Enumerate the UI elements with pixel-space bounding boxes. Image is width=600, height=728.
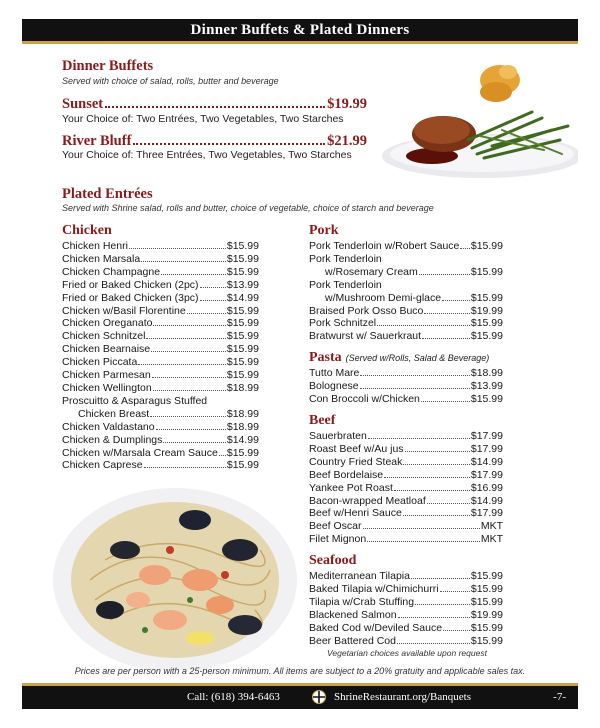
menu-item-price: $15.99 <box>470 570 503 582</box>
menu-item-price: $14.99 <box>470 494 503 507</box>
menu-item <box>309 367 503 380</box>
menu-item <box>309 622 503 635</box>
menu-item <box>309 330 503 343</box>
leader-dots <box>422 338 470 339</box>
menu-item-price: $18.99 <box>226 420 259 433</box>
menu-item <box>309 609 503 622</box>
menu-item-price: $15.99 <box>226 240 259 252</box>
leader-dots <box>415 604 470 605</box>
leader-dots <box>138 364 226 365</box>
menu-item-price: $15.99 <box>226 330 259 343</box>
leader-dots <box>368 438 470 439</box>
menu-item-name: w/Mushroom Demi-glace <box>325 291 442 304</box>
menu-item-price: $13.99 <box>226 278 259 291</box>
menu-item <box>309 570 503 583</box>
beef-section <box>309 413 503 546</box>
menu-item-name: Chicken Schnitzel <box>62 330 146 343</box>
menu-item <box>309 507 503 520</box>
menu-item-price: $15.99 <box>226 265 259 278</box>
menu-item-name: Bacon-wrapped Meatloaf <box>309 494 426 507</box>
menu-item-name: Pork Tenderloin <box>309 252 382 265</box>
menu-item-price: $15.99 <box>226 252 259 265</box>
pasta-title: Pasta <box>309 350 342 365</box>
pork-section <box>309 223 503 343</box>
menu-item-name: Chicken Marsala <box>62 252 141 265</box>
menu-item-price: $14.99 <box>470 455 503 468</box>
menu-item <box>309 443 503 456</box>
menu-item <box>309 482 503 495</box>
menu-item-name: Chicken Breast <box>78 407 150 420</box>
buffets-subtitle: Served with choice of salad, rolls, butter and beverage <box>62 76 279 86</box>
leader-dots <box>424 313 469 314</box>
leader-dots <box>219 455 226 456</box>
seafood-pasta-photo <box>50 480 300 670</box>
menu-item-price: $18.99 <box>226 407 259 420</box>
leader-dots <box>403 515 470 516</box>
menu-item-name: Beer Battered Cod <box>309 634 396 647</box>
menu-item-price: $14.99 <box>226 291 259 304</box>
menu-item <box>62 369 259 382</box>
menu-item-name: Chicken Henri <box>62 240 128 252</box>
buffet-price: $21.99 <box>327 133 367 149</box>
menu-item <box>62 408 259 421</box>
menu-item <box>62 395 259 408</box>
pasta-note: (Served w/Rolls, Salad & Beverage) <box>345 353 490 363</box>
menu-item-name: Bratwurst w/ Sauerkraut <box>309 330 422 343</box>
menu-item-price: $17.99 <box>470 468 503 481</box>
leader-dots <box>129 248 226 249</box>
menu-item-price: $14.99 <box>226 433 259 446</box>
menu-item <box>309 635 503 648</box>
beef-list <box>309 430 503 546</box>
leader-dots <box>153 390 226 391</box>
leader-dots <box>151 351 226 352</box>
menu-item-name: Chicken w/Marsala Cream Sauce <box>62 446 218 459</box>
menu-item <box>62 253 259 266</box>
leader-dots <box>440 591 470 592</box>
menu-item <box>62 421 259 434</box>
menu-item <box>62 279 259 292</box>
menu-item-price: $15.99 <box>470 595 503 608</box>
menu-item-name: Con Broccoli w/Chicken <box>309 392 420 405</box>
menu-item-name: Yankee Pot Roast <box>309 481 393 494</box>
menu-item-name: Chicken Caprese <box>62 459 143 472</box>
menu-item-name: Chicken Valdastano <box>62 420 155 433</box>
buffet-river-bluff <box>62 133 367 150</box>
leader-dots <box>152 377 226 378</box>
page-number: -7- <box>553 691 566 703</box>
menu-item-price: $15.99 <box>470 291 503 304</box>
page-title: Dinner Buffets & Plated Dinners <box>190 22 410 38</box>
menu-item <box>309 393 503 406</box>
menu-item-name: Chicken Champagne <box>62 265 161 278</box>
menu-item-price: $15.99 <box>470 634 503 647</box>
footer-bar <box>22 683 578 709</box>
leader-dots <box>156 429 226 430</box>
menu-item-name: Baked Cod w/Deviled Sauce <box>309 621 443 634</box>
menu-item-price: $15.99 <box>226 459 259 472</box>
menu-item-name: Chicken Bearnaise <box>62 343 151 356</box>
menu-item-price: $15.99 <box>226 317 259 330</box>
menu-item-price: $15.99 <box>226 343 259 356</box>
leader-dots <box>187 313 226 314</box>
menu-item-name: Chicken & Dumplings <box>62 433 163 446</box>
leader-dots <box>403 464 470 465</box>
leader-dots <box>443 630 470 631</box>
menu-item-price: $18.99 <box>470 367 503 379</box>
menu-item <box>62 330 259 343</box>
leader-dots <box>141 261 226 262</box>
buffet-sunset-desc: Your Choice of: Two Entrées, Two Vegetables, Two Starches <box>62 113 344 125</box>
menu-item-name: Bolognese <box>309 379 359 392</box>
menu-item-name: Chicken Parmesan <box>62 369 151 382</box>
menu-item <box>309 430 503 443</box>
leader-dots <box>363 528 480 529</box>
seafood-title: Seafood <box>309 553 357 568</box>
menu-item <box>62 317 259 330</box>
menu-item <box>62 447 259 460</box>
menu-item-name: Roast Beef w/Au jus <box>309 442 404 455</box>
menu-item-name: Country Fried Steak <box>309 455 403 468</box>
menu-item <box>309 292 503 305</box>
menu-item <box>309 456 503 469</box>
chicken-list <box>62 240 259 472</box>
leader-dots <box>200 300 226 301</box>
menu-item <box>309 583 503 596</box>
leader-dots <box>405 451 470 452</box>
menu-item-price: $19.99 <box>470 304 503 317</box>
leader-dots <box>460 248 469 249</box>
menu-item <box>309 596 503 609</box>
menu-item-name: Beef w/Henri Sauce <box>309 507 402 520</box>
leader-dots <box>377 325 470 326</box>
menu-item-name: Chicken Oreganato <box>62 317 153 330</box>
menu-item <box>309 317 503 330</box>
menu-item-price: $15.99 <box>470 240 503 252</box>
pasta-list <box>309 367 503 406</box>
chicken-title: Chicken <box>62 223 112 238</box>
menu-item <box>62 305 259 318</box>
leader-dots <box>360 388 470 389</box>
leader-dots <box>153 325 225 326</box>
menu-item-name: Pork Tenderloin w/Robert Sauce <box>309 240 460 252</box>
menu-item <box>309 279 503 292</box>
menu-item <box>309 380 503 393</box>
leader-dots <box>411 578 470 579</box>
leader-dots <box>442 300 470 301</box>
leader-dots <box>360 375 469 376</box>
menu-item-name: Baked Tilapia w/Chimichurri <box>309 582 439 595</box>
leader-dots <box>419 274 470 275</box>
pricing-footnote: Prices are per person with a 25-person minimum. All items are subject to a 20% gratuity and applicable sales tax. <box>74 666 526 676</box>
menu-item-price: MKT <box>480 533 503 546</box>
menu-item <box>309 520 503 533</box>
menu-item-price: $15.99 <box>470 392 503 405</box>
steak-plate-photo <box>372 60 578 182</box>
plated-subtitle: Served with Shrine salad, rolls and butter, choice of vegetable, choice of starch and beverage <box>62 203 434 213</box>
menu-item-name: Mediterranean Tilapia <box>309 570 410 582</box>
menu-item-price: $15.99 <box>226 446 259 459</box>
plated-title: Plated Entrées <box>62 186 153 202</box>
buffet-sunset <box>62 96 367 113</box>
pork-title: Pork <box>309 223 339 238</box>
leader-dots <box>161 274 226 275</box>
buffet-river-bluff-desc: Your Choice of: Three Entrées, Two Vegetables, Two Starches <box>62 149 352 161</box>
leader-dots <box>367 541 480 542</box>
menu-item-price: $15.99 <box>226 369 259 382</box>
leader-dots <box>163 442 225 443</box>
menu-item-price: $19.99 <box>470 608 503 621</box>
menu-item <box>62 292 259 305</box>
menu-item <box>309 495 503 508</box>
menu-item-name: Blackened Salmon <box>309 608 397 621</box>
menu-item-price: $15.99 <box>470 265 503 278</box>
menu-item-price: $15.99 <box>470 621 503 634</box>
menu-item <box>62 240 259 253</box>
vegetarian-note: Vegetarian choices available upon request <box>327 648 487 658</box>
menu-item-name: Chicken Wellington <box>62 381 152 394</box>
menu-item-name: Pork Schnitzel <box>309 317 377 330</box>
leader-dots <box>200 287 226 288</box>
leader-dots <box>144 467 226 468</box>
menu-item-name: Tilapia w/Crab Stuffing <box>309 595 415 608</box>
leader-dots <box>427 503 470 504</box>
menu-item <box>62 343 259 356</box>
menu-item-price: $15.99 <box>470 330 503 343</box>
menu-item <box>309 533 503 546</box>
menu-item <box>309 469 503 482</box>
menu-item <box>309 253 503 266</box>
menu-item-name: Filet Mignon <box>309 533 367 546</box>
menu-item-price: $13.99 <box>470 379 503 392</box>
leader-dots <box>146 338 225 339</box>
website-link[interactable]: ShrineRestaurant.org/Banquets <box>334 691 471 703</box>
leader-dots <box>397 643 470 644</box>
menu-item <box>62 266 259 279</box>
leader-dots <box>394 490 470 491</box>
menu-item <box>62 356 259 369</box>
beef-title: Beef <box>309 413 336 428</box>
seafood-section <box>309 553 503 647</box>
menu-item-price: $17.99 <box>470 507 503 520</box>
menu-item-name: Fried or Baked Chicken (3pc) <box>62 291 199 304</box>
menu-item-name: Beef Bordelaise <box>309 468 384 481</box>
leader-dots <box>150 416 226 417</box>
buffets-title: Dinner Buffets <box>62 58 154 74</box>
buffet-name: Sunset <box>62 96 104 112</box>
menu-item-name: Tutto Mare <box>309 367 360 379</box>
buffet-price: $19.99 <box>327 96 367 112</box>
menu-item-name: Fried or Baked Chicken (2pc) <box>62 278 199 291</box>
menu-item-price: $15.99 <box>226 356 259 369</box>
pork-list <box>309 240 503 343</box>
menu-item <box>62 382 259 395</box>
menu-item-name: w/Rosemary Cream <box>325 265 418 278</box>
header-bar <box>22 19 578 44</box>
menu-item-price: MKT <box>480 520 503 533</box>
menu-item-name: Chicken Piccata <box>62 356 138 369</box>
menu-item-name: Braised Pork Osso Buco <box>309 304 424 317</box>
seafood-list <box>309 570 503 647</box>
menu-item <box>62 459 259 472</box>
menu-item-name: Pork Tenderloin <box>309 278 382 291</box>
phone-number: Call: (618) 394-6463 <box>187 691 280 703</box>
shrine-logo-icon <box>312 690 326 704</box>
chicken-section <box>62 223 259 472</box>
menu-item-price: $15.99 <box>470 582 503 595</box>
leader-dots <box>421 401 470 402</box>
menu-item-name: Chicken w/Basil Florentine <box>62 304 186 317</box>
menu-item-price: $15.99 <box>470 317 503 330</box>
menu-item <box>309 266 503 279</box>
menu-item <box>309 305 503 318</box>
pasta-section <box>309 350 503 406</box>
buffet-name: River Bluff <box>62 133 132 149</box>
menu-item-name: Proscuitto & Asparagus Stuffed <box>62 394 208 407</box>
leader-dots <box>384 477 470 478</box>
menu-item <box>309 240 503 253</box>
menu-item-price: $17.99 <box>470 430 503 442</box>
menu-item-name: Sauerbraten <box>309 430 367 442</box>
menu-item-price: $16.99 <box>470 481 503 494</box>
menu-item-price: $17.99 <box>470 442 503 455</box>
leader-dots <box>398 617 470 618</box>
menu-item-name: Beef Oscar <box>309 520 362 533</box>
menu-item-price: $15.99 <box>226 304 259 317</box>
menu-item-price: $18.99 <box>226 381 259 394</box>
menu-item <box>62 434 259 447</box>
